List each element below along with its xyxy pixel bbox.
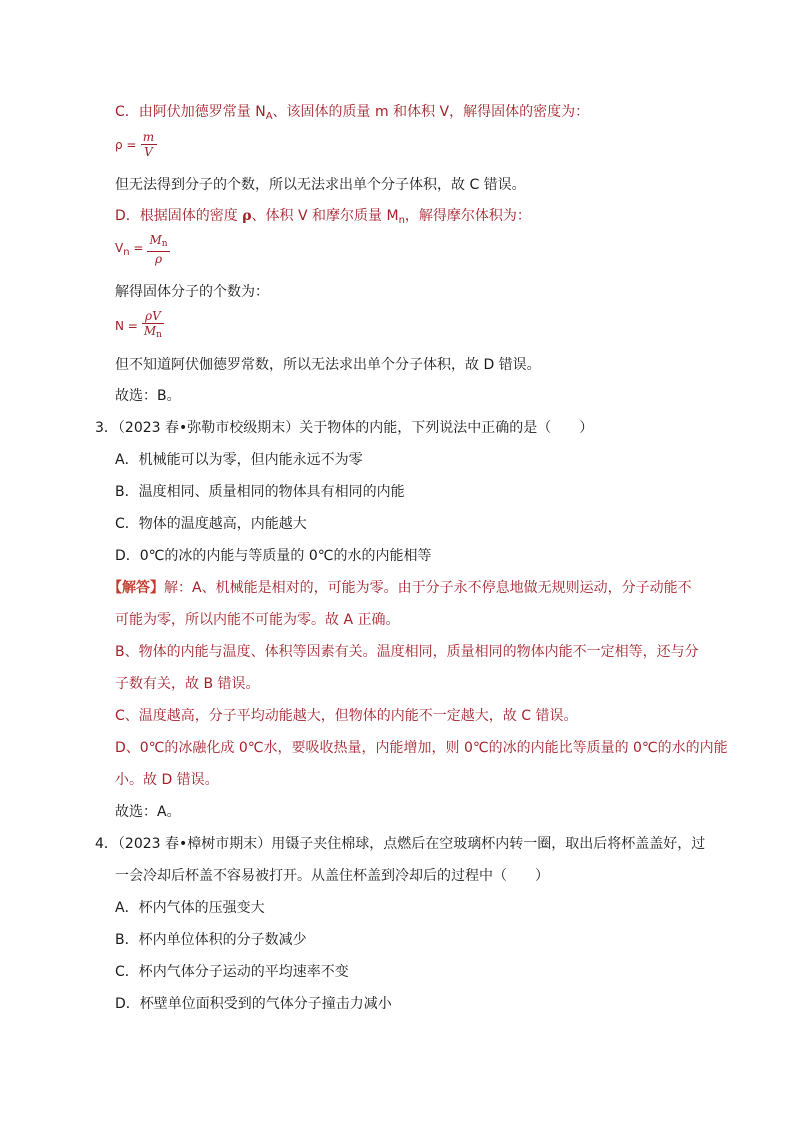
q4-stem-line-1: 4．（2023 春•樟树市期末）用镊子夹住棉球，点燃后在空玻璃杯内转一圈，取出后将杯盖盖好，过 [95, 836, 706, 852]
molecule-count-formula [115, 309, 164, 342]
molecule-count-lhs: N = [115, 318, 138, 333]
section-d-answer: 故选：B。 [115, 388, 181, 404]
q3-stem: 3．（2023 春•弥勒市校级期末）关于物体的内能，下列说法中正确的是（ ） [95, 420, 594, 436]
answer-mark: 【解答】 [108, 580, 164, 596]
density-formula [115, 130, 157, 159]
q4-option-b: B．杯内单位体积的分子数减少 [115, 932, 307, 948]
molar-volume-numerator-text: M [149, 233, 162, 247]
molecule-count-denominator-text: M [143, 324, 157, 338]
section-d-rho: ρ [242, 208, 252, 224]
molar-volume-numerator-sub: n [161, 239, 168, 249]
molar-volume-denominator: ρ [154, 252, 163, 266]
q3-answer-line-1 [108, 578, 692, 598]
section-c-intro [115, 102, 589, 127]
section-d-intro [115, 206, 531, 231]
section-d-intro-subscript: n [398, 215, 405, 226]
molecule-count-fraction [142, 309, 164, 342]
q3-answer-line-7: 小。故 D 错误。 [115, 772, 219, 788]
molar-volume-formula [115, 233, 170, 266]
section-d-intro-a: D．根据固体的密度 [115, 208, 243, 224]
q3-answer-line-3: B、物体的内能与温度、体积等因素有关。温度相同，质量相同的物体内能不一定相等，还与分 [115, 644, 699, 660]
section-c-intro-rest: 、该固体的质量 m 和体积 V，解得固体的密度为： [272, 104, 590, 120]
molar-volume-eq: = [129, 241, 144, 255]
section-d-intro-c: ，解得摩尔体积为： [404, 208, 531, 224]
section-d-intro-b: 、体积 V 和摩尔质量 M [251, 208, 399, 224]
density-formula-lhs: ρ = [115, 137, 137, 152]
density-denominator: V [144, 145, 153, 159]
q3-option-b: B．温度相同、质量相同的物体具有相同的内能 [115, 484, 405, 500]
molecule-count-denominator [142, 324, 164, 342]
q3-answer-line-5: C、温度越高，分子平均动能越大，但物体的内能不一定越大，故 C 错误。 [115, 708, 578, 724]
section-c-intro-subscript: A [265, 111, 273, 122]
q3-option-c: C．物体的温度越高，内能越大 [115, 516, 307, 532]
section-c-conclusion: 但无法得到分子的个数，所以无法求出单个分子体积，故 C 错误。 [115, 177, 526, 193]
q3-option-d: D．0℃的冰的内能与等质量的 0℃的水的内能相等 [115, 548, 432, 564]
section-d-mid: 解得固体分子的个数为： [115, 284, 269, 300]
molar-volume-numerator [147, 233, 169, 251]
density-fraction [141, 130, 157, 159]
section-d-conclusion: 但不知道阿伏伽德罗常数，所以无法求出单个分子体积，故 D 错误。 [115, 357, 541, 373]
q3-answer-line-2: 可能为零，所以内能不可能为零。故 A 正确。 [115, 612, 400, 628]
q4-stem-line-2: 一会冷却后杯盖不容易被打开。从盖住杯盖到冷却后的过程中（ ） [115, 868, 549, 884]
q3-answer-text-1: 解：A、机械能是相对的，可能为零。由于分子永不停息地做无规则运动，分子动能不 [164, 580, 692, 596]
q4-option-a: A．杯内气体的压强变大 [115, 900, 265, 916]
q3-option-a: A．机械能可以为零，但内能永远不为零 [115, 452, 363, 468]
molecule-count-denominator-sub: n [156, 330, 162, 340]
molar-volume-lhs-sub: n [123, 247, 130, 258]
q4-option-d: D．杯壁单位面积受到的气体分子撞击力减小 [115, 996, 392, 1012]
molar-volume-lhs-text: V [115, 241, 124, 255]
molar-volume-fraction [147, 233, 169, 266]
q3-final-answer: 故选：A。 [115, 804, 181, 820]
density-numerator: m [142, 130, 155, 144]
molecule-count-numerator: ρV [145, 309, 161, 323]
q3-answer-line-4: 子数有关，故 B 错误。 [115, 676, 260, 692]
q3-answer-line-6: D、0℃的冰融化成 0℃水，要吸收热量，内能增加，则 0℃的冰的内能比等质量的 0℃的水的内能 [115, 740, 728, 756]
q4-option-c: C．杯内气体分子运动的平均速率不变 [115, 964, 349, 980]
molar-volume-lhs [115, 241, 143, 258]
section-c-intro-text: C．由阿伏加德罗常量 N [115, 104, 266, 120]
